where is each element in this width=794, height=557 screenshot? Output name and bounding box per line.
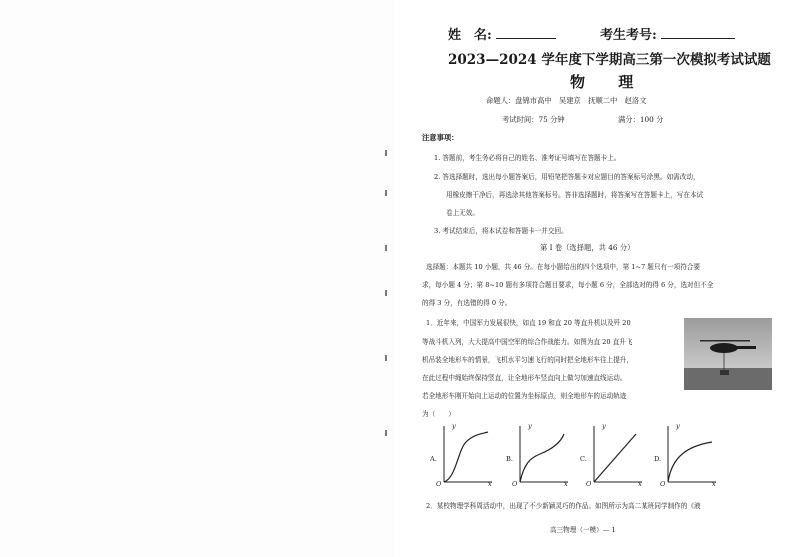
option-c-y-label: y (602, 422, 606, 430)
option-b-label: B. (506, 455, 513, 463)
option-a-y-label: y (452, 422, 456, 430)
exam-time: 考试时间：75 分钟 (502, 115, 565, 124)
option-a-origin: O (436, 480, 442, 488)
option-d-label: D. (654, 455, 662, 463)
exam-id-field (600, 24, 735, 43)
name-field (448, 24, 556, 43)
authors-line: 命题人：盘锦市高中 吴建京 抚顺二中 赵洛文 (486, 96, 647, 105)
option-a-x-label: x (488, 480, 492, 488)
question-1-line: 在此过程中绳始终保持竖直，让全地形车竖直向上做匀加速直线运动。 (422, 374, 627, 382)
note-item: 卷上无效。 (446, 209, 479, 217)
exam-id-label: 考生考号: (600, 28, 657, 43)
option-a-label: A. (430, 455, 437, 463)
notes-heading: 注意事项： (422, 133, 459, 142)
instruction-line: 选择题：本题共 10 小题，共 46 分。在每小题给出的四个选项中，第 1~7 题只有一项符合要 (426, 263, 701, 271)
question-1-line: 等战斗机入列，大大提高中国空军的综合作战能力。如图为直 20 直升飞 (422, 338, 633, 346)
subject-title: 物 理 (570, 73, 648, 91)
instruction-line: 求，每小题 4 分；第 8~10 题有多项符合题目要求，每小题 6 分，全部选对的得 6 分，选对但不全 (422, 281, 714, 289)
option-b-x-label: x (564, 480, 568, 488)
option-c-origin: O (586, 480, 592, 488)
question-1-line: 若全地形车刚开始向上运动的位置为坐标原点，则全地形车的运动轨迹 (422, 392, 627, 400)
note-item: 1. 答题前，考生务必将自己的姓名、准考证号填写在答题卡上。 (434, 154, 621, 162)
option-b-origin: O (512, 480, 518, 488)
note-item: 2. 答选择题时，选出每小题答案后，用铅笔把答题卡对应题目的答案标号涂黑。如需改动， (434, 173, 700, 181)
question-2-line: 2．某校物理学科周活动中，出现了不少新颖灵巧的作品。如图所示为高二某班同学制作的《液 (426, 502, 701, 510)
option-c-label: C. (580, 455, 587, 463)
exam-title: 2023—2024 学年度下学期高三第一次模拟考试试题 (448, 52, 771, 68)
question-1-line: 机吊装全地形车的情景，飞机水平匀速飞行的同时把全地形车往上提升， (422, 356, 633, 364)
option-d-x-label: x (712, 480, 716, 488)
exam-score: 满分：100 分 (618, 115, 664, 124)
question-1-line: 为（ ） (422, 410, 455, 418)
option-c-x-label: x (638, 480, 642, 488)
binding-marks (383, 150, 389, 440)
option-b-y-label: y (528, 422, 532, 430)
option-d-origin: O (660, 480, 666, 488)
name-label: 姓 名: (448, 28, 492, 43)
exam-sheet (400, 0, 794, 557)
question-1-line: 1．近年来，中国军力发展很快，如直 19 和直 20 等直升机以及歼 20 (426, 319, 631, 327)
blank-left-page (0, 0, 395, 557)
note-item: 用橡皮擦干净后，再选涂其他答案标号。答非选择题时，将答案写在答题卡上，写在本试 (446, 191, 704, 199)
option-d-y-label: y (676, 422, 680, 430)
section-title: 第 I 卷（选择题，共 46 分） (540, 243, 635, 252)
page-footer: 高三物理（一模）— 1 (550, 526, 616, 534)
exam-id-blank[interactable] (661, 26, 735, 39)
name-blank[interactable] (496, 26, 556, 39)
helicopter-photo (684, 318, 772, 390)
instruction-line: 的得 3 分，有选错的得 0 分。 (422, 299, 512, 307)
note-item: 3. 考试结束后，将本试卷和答题卡一并交回。 (434, 227, 568, 235)
